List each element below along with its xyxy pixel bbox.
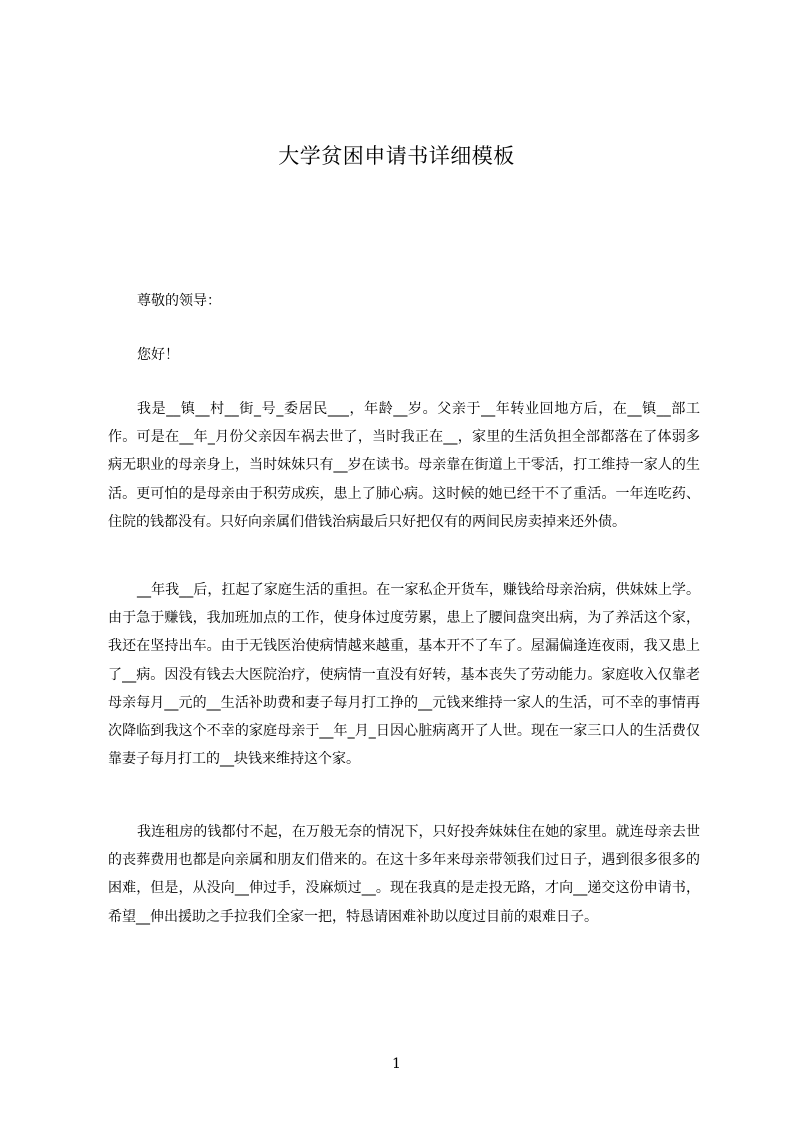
greeting: 您好！ — [137, 347, 179, 363]
body-paragraph-1: 我是__镇__村__街_号_委居民___，年龄__岁。父亲于__年转业回地方后，在__镇__部工作。可是在__年_月份父亲因车祸去世了，当时我正在__，家里的生活负担全部都落在了体弱多病无职业的母亲身上，当时妹妹只有__岁在读书。母亲靠在街道上干零活，打工维持一家人的生活。更可怕的是母亲由于积劳成疾，患上了肺心病。这时候的她已经干不了重活。一年连吃药、住院的钱都没有。只好向亲属们借钱治病最后只好把仅有的两间民房卖掉来还外债。 — [108, 401, 700, 530]
document-title: 大学贫困申请书详细模板 — [278, 144, 515, 168]
page-number: 1 — [392, 1056, 401, 1072]
body-paragraph-3: 我连租房的钱都付不起，在万般无奈的情况下，只好投奔妹妹住在她的家里。就连母亲去世的丧葬费用也都是向亲属和朋友们借来的。在这十多年来母亲带领我们过日子，遇到很多很多的困难，但是，从没向__伸过手，没麻烦过__。现在我真的是走投无路，才向__递交这份申请书，希望__伸出援助之手拉我们全家一把，特恳请困难补助以度过目前的艰难日子。 — [108, 824, 700, 925]
salutation: 尊敬的领导： — [137, 293, 221, 309]
body-paragraph-2: __年我__后，扛起了家庭生活的重担。在一家私企开货车，赚钱给母亲治病，供妹妹上学。由于急于赚钱，我加班加点的工作，使身体过度劳累，患上了腰间盘突出病，为了养活这个家，我还在坚持出车。由于无钱医治使病情越来越重，基本开不了车了。屋漏偏逢连夜雨，我又患上了__病。因没有钱去大医院治疗，使病情一直没有好转，基本丧失了劳动能力。家庭收入仅靠老母亲每月__元的__生活补助费和妻子每月打工挣的__元钱来维持一家人的生活，可不幸的事情再次降临到我这个不幸的家庭母亲于__年_月_日因心脏病离开了人世。现在一家三口人的生活费仅靠妻子每月打工的__块钱来维持这个家。 — [108, 582, 700, 768]
